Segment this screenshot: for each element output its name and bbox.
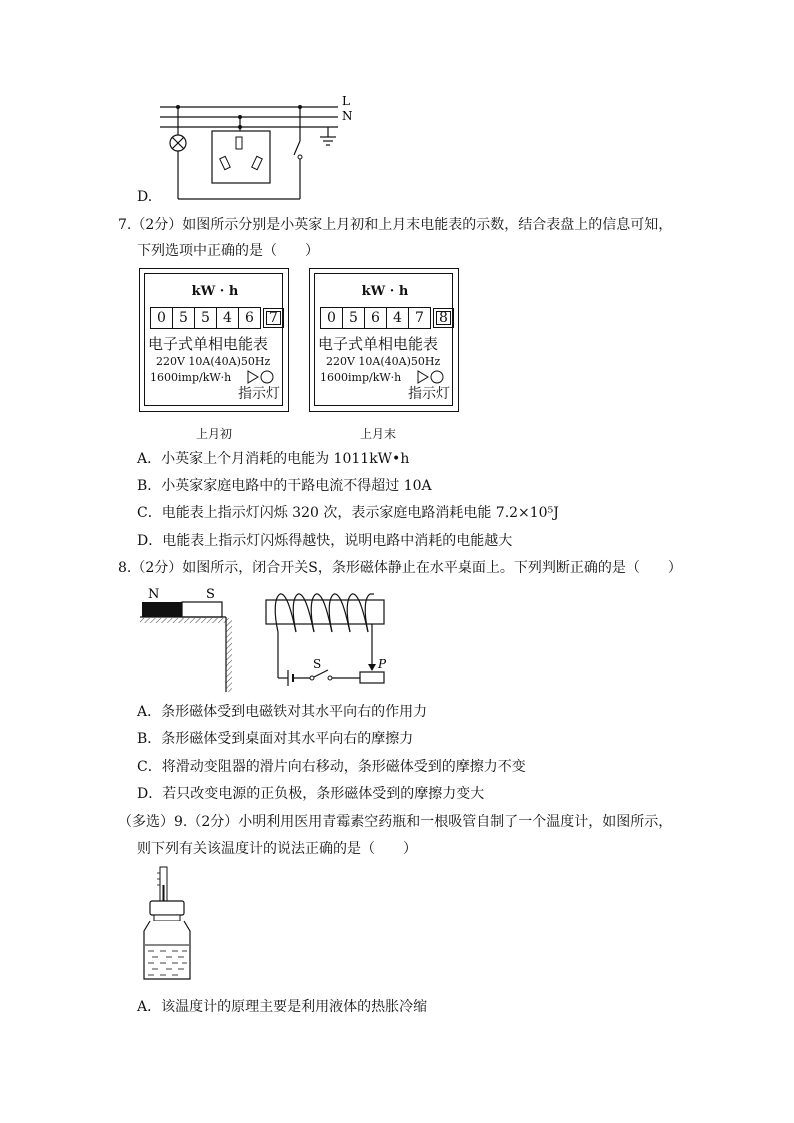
meter-imp: 1600imp/kW·h (150, 371, 232, 384)
q9-option-a: A．该温度计的原理主要是利用液体的热胀冷缩 (137, 999, 428, 1015)
line-l-label: L (342, 94, 350, 108)
meter-digit-row (150, 307, 284, 329)
q7-option-c: C．电能表上指示灯闪烁 320 次，表示家庭电路消耗电能 7.2×10⁵J (137, 505, 559, 521)
meter-imp: 1600imp/kW·h (320, 371, 402, 384)
meter-indicator-label: 指示灯 (238, 386, 280, 402)
indicator-icon (247, 369, 279, 385)
q8-option-b: B．条形磁体受到桌面对其水平向右的摩擦力 (137, 731, 414, 747)
q7-option-d: D．电能表上指示灯闪烁得越快，说明电路中消耗的电能越大 (137, 533, 513, 549)
switch-label: S (313, 657, 322, 671)
meter-digit: 4 (217, 307, 239, 329)
meter-decimal-digit: 7 (263, 308, 284, 328)
meter-digit-row (320, 307, 454, 329)
meter-digit: 0 (150, 307, 173, 329)
energy-meter-end (309, 268, 459, 412)
meter-spec: 220V 10A(40A)50Hz (156, 355, 271, 368)
q9-thermometer-diagram (138, 865, 198, 985)
meter-digit: 0 (320, 307, 343, 329)
q7-stem-line1: 7.（2分）如图所示分别是小英家上月初和上月末电能表的示数，结合表盘上的信息可知， (118, 217, 673, 233)
meter-unit-label: kW · h (361, 284, 409, 299)
meter-digit: 5 (343, 307, 365, 329)
meter-caption-start: 上月初 (196, 427, 233, 441)
meter-decimal-digit: 8 (433, 308, 454, 328)
meter-digit: 5 (195, 307, 217, 329)
q8-magnet-diagram (138, 584, 398, 694)
q6-circuit-diagram (150, 95, 360, 205)
slider-label: P (378, 657, 387, 671)
q8-option-d: D．若只改变电源的正负极，条形磁体受到的摩擦力变大 (137, 786, 485, 802)
meter-digit: 4 (387, 307, 409, 329)
meter-digit: 7 (409, 307, 431, 329)
energy-meter-start (139, 268, 289, 412)
meter-name: 电子式单相电能表 (148, 335, 269, 353)
line-n-label: N (342, 109, 353, 123)
meter-caption-end: 上月末 (360, 427, 397, 441)
q9-stem-line1: （多选）9.（2分）小明利用医用青霉素空药瓶和一根吸管自制了一个温度计，如图所示， (118, 814, 673, 830)
q9-stem-line2: 则下列有关该温度计的说法正确的是（ ） (137, 841, 417, 857)
indicator-icon (417, 369, 449, 385)
meter-unit-label: kW · h (191, 284, 239, 299)
q7-stem-line2: 下列选项中正确的是（ ） (137, 243, 319, 259)
pole-n-label: N (148, 587, 160, 602)
q8-stem: 8.（2分）如图所示，闭合开关S，条形磁体静止在水平桌面上。下列判断正确的是（ ） (118, 560, 682, 576)
meter-digit: 6 (239, 307, 261, 329)
q6-option-d-label: D. (137, 189, 153, 205)
meter-digit: 5 (173, 307, 195, 329)
pole-s-label: S (206, 587, 215, 602)
meter-name: 电子式单相电能表 (318, 335, 439, 353)
q8-option-c: C．将滑动变阻器的滑片向右移动，条形磁体受到的摩擦力不变 (137, 759, 526, 775)
q7-option-a: A．小英家上个月消耗的电能为 1011kW•h (137, 451, 410, 467)
q7-option-b: B．小英家家庭电路中的干路电流不得超过 10A (137, 478, 432, 494)
q8-option-a: A．条形磁体受到电磁铁对其水平向右的作用力 (137, 704, 428, 720)
meter-spec: 220V 10A(40A)50Hz (326, 355, 441, 368)
meter-indicator-label: 指示灯 (408, 386, 450, 402)
meter-digit: 6 (365, 307, 387, 329)
